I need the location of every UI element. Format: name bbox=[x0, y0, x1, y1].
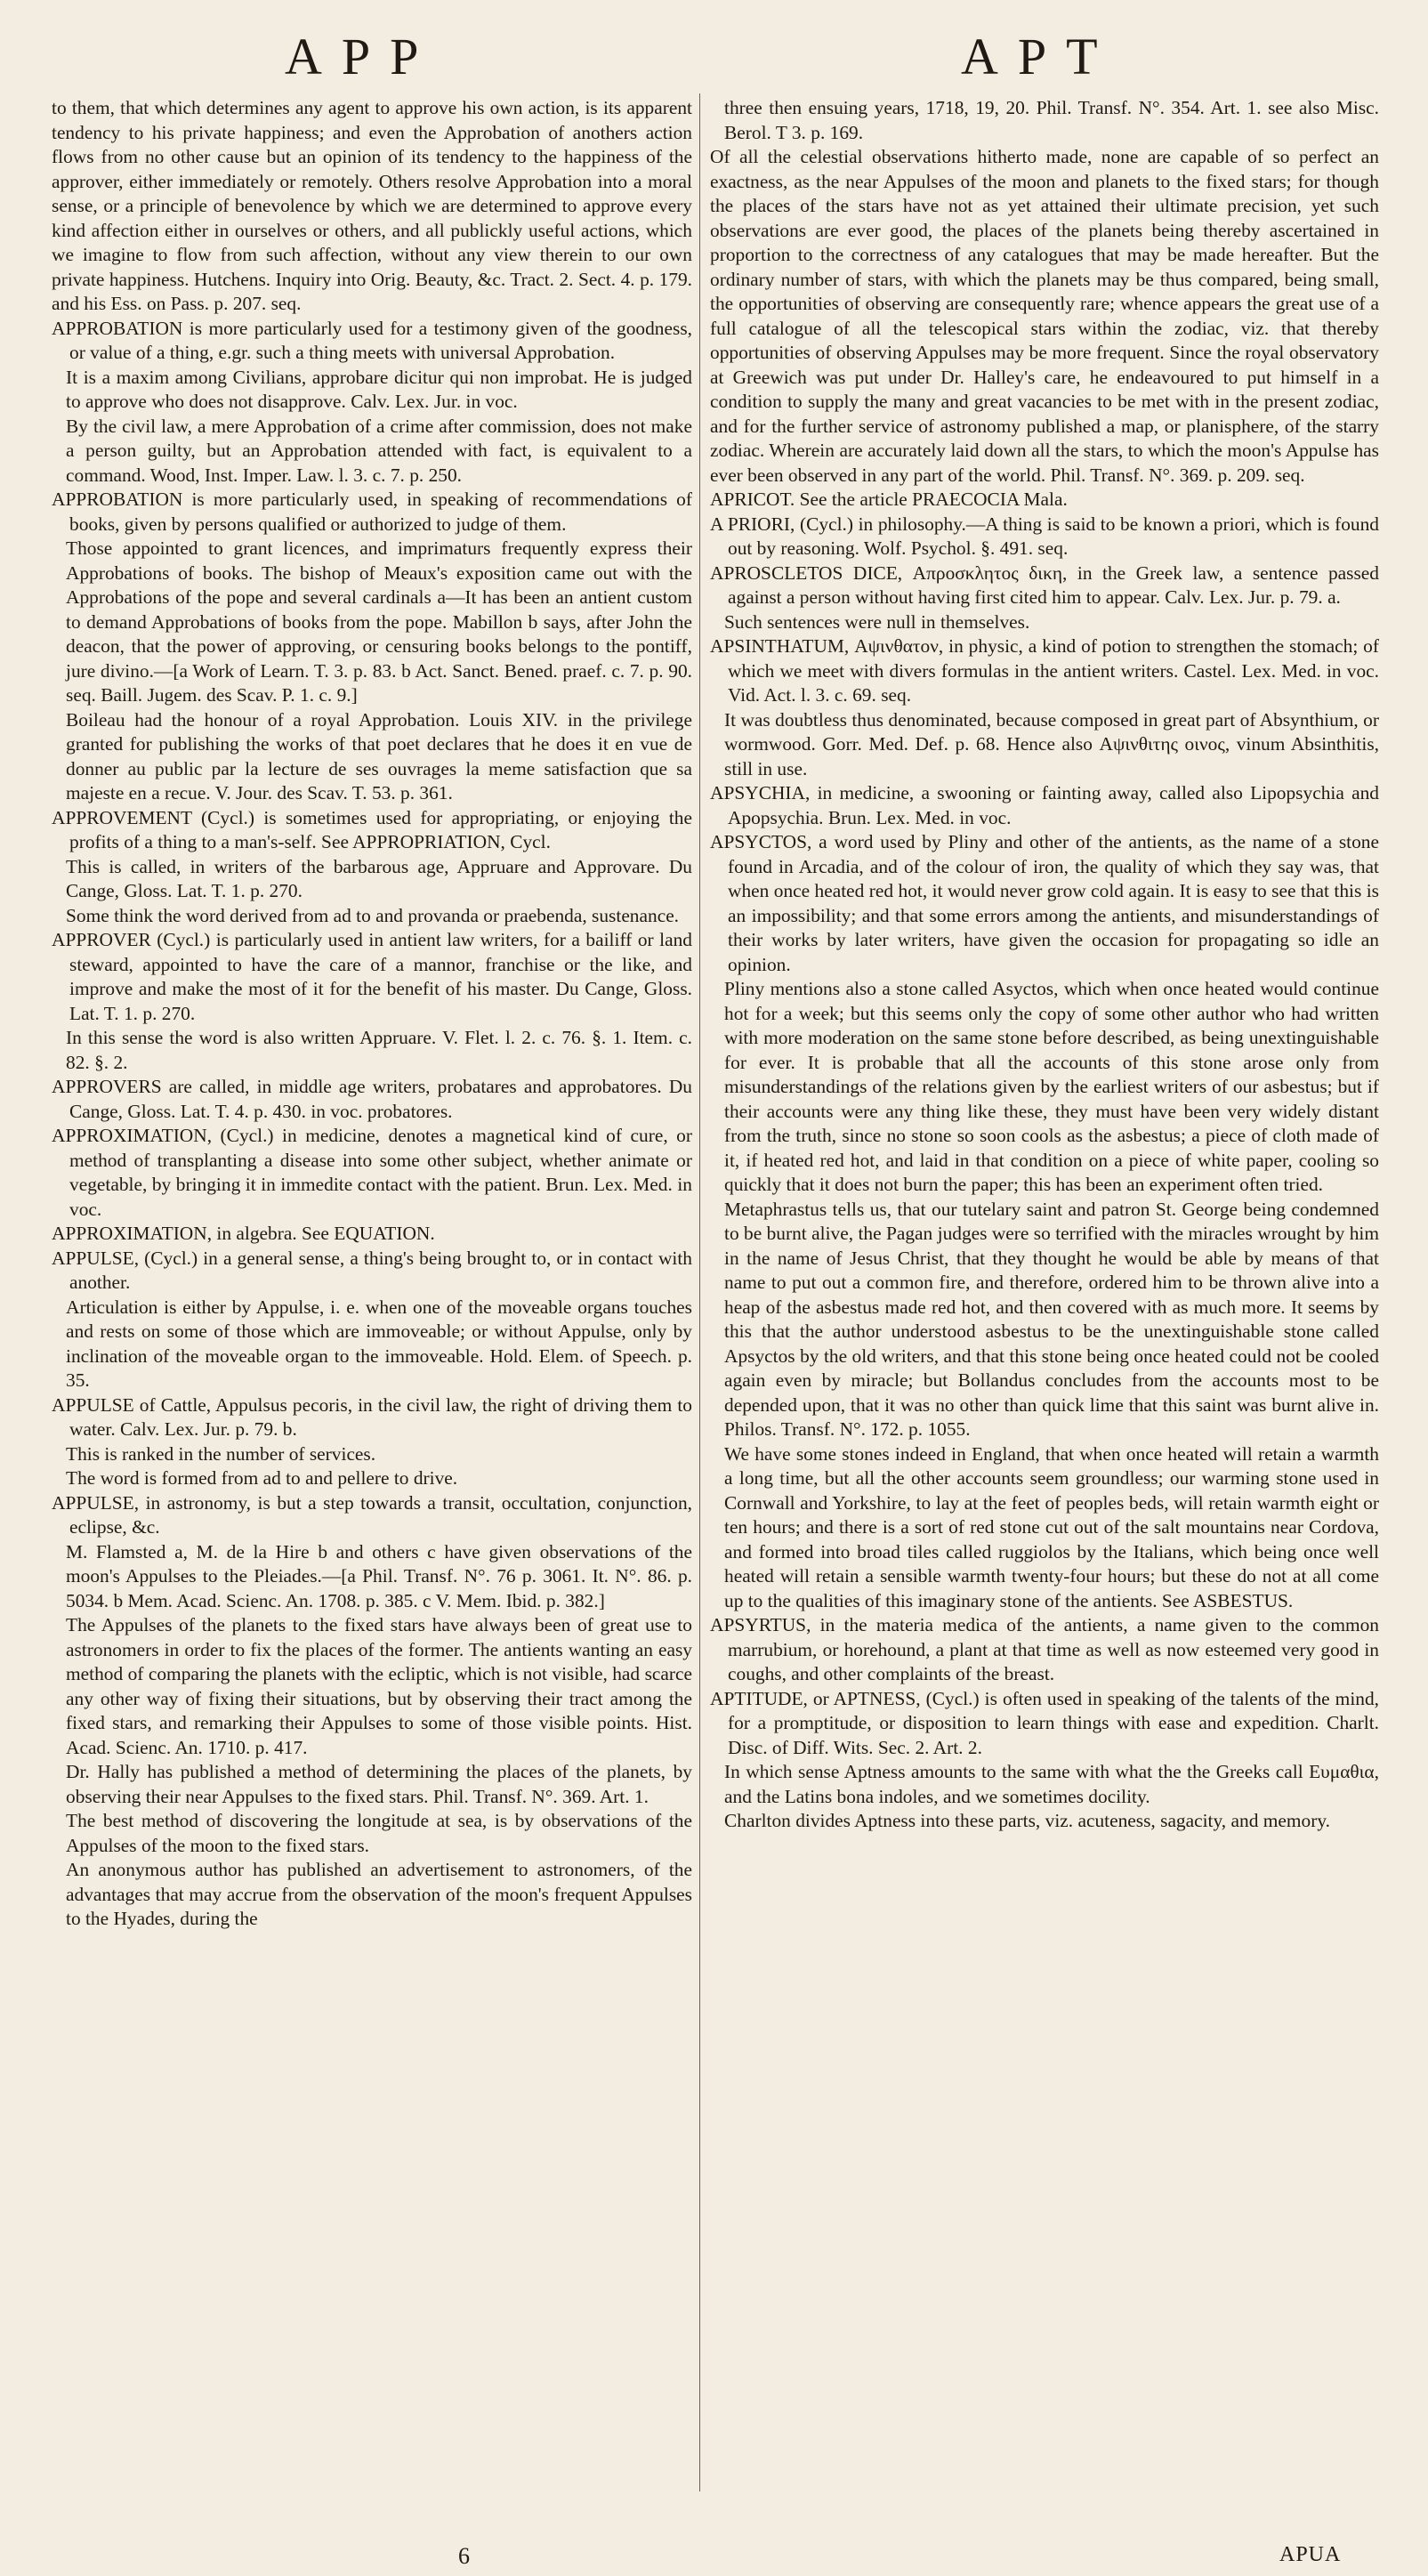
dictionary-entry: A PRIORI, (Cycl.) in philosophy.—A thing is said to be known a priori, which is found out by reasoning. Wolf. Psychol. §. 491. seq. bbox=[710, 513, 1379, 559]
dictionary-entry: APPULSE of Cattle, Appulsus pecoris, in the civil law, the right of driving them to water. Calv. Lex. Jur. p. 79. b. bbox=[52, 1393, 692, 1440]
dictionary-entry: APROSCLETOS DICE, Απροσκλητος δικη, in the Greek law, a sentence passed against a person without having first cited him to appear. Calv. Lex. Jur. p. 79. a. bbox=[710, 561, 1379, 608]
dictionary-entry: The word is formed from ad to and pellere to drive. bbox=[66, 1467, 458, 1489]
dictionary-entry: APSYRTUS, in the materia medica of the antients, a name given to the common marrubium, or horehound, a plant at that time as well as now esteemed very good in coughs, and other complaints of the breast. bbox=[710, 1614, 1379, 1684]
dictionary-entry: APPROVERS are called, in middle age writers, probatares and approbatores. Du Cange, Gloss. Lat. T. 4. p. 430. in voc. probatores. bbox=[52, 1076, 692, 1122]
dictionary-entry: We have some stones indeed in England, that when once heated will retain a warmth a long time, but all the other accounts seem groundless; our warming stone used in Cornwall and Yorkshire, to lay at the feet of peoples beds, will retain warmth eight or ten hours; and there is a sort of red stone cut out of the salt mountains near Cordova, and formed into broad tiles called ruggiolos by the Italians, which being once well heated will retain a sensible warmth twenty-four hours; but these do not at all come up to the qualities of this imaginary stone of the antients. See ASBESTUS. bbox=[724, 1442, 1379, 1611]
dictionary-entry: Such sentences were null in themselves. bbox=[724, 610, 1030, 633]
dictionary-entry: APPROXIMATION, (Cycl.) in medicine, denotes a magnetical kind of cure, or method of transplanting a disease into some other subject, whether animate or vegetable, by bringing it in immedite contact with the patient. Brun. Lex. Med. in voc. bbox=[52, 1125, 692, 1220]
dictionary-entry: APPULSE, (Cycl.) in a general sense, a thing's being brought to, or in contact with another. bbox=[52, 1247, 692, 1293]
dictionary-entry: It was doubtless thus denominated, because composed in great part of Absynthium, or wormwood. Gorr. Med. Def. p. 68. Hence also Αψινθιτης οινος, vinum Absinthitis, still in use. bbox=[724, 708, 1379, 779]
dictionary-entry: APPROVER (Cycl.) is particularly used in antient law writers, for a bailiff or land steward, appointed to have the care of a mannor, franchise or the like, and improve and make the most of it for the benefit of his master. Du Cange, Gloss. Lat. T. 1. p. 270. bbox=[52, 929, 692, 1024]
dictionary-entry: Dr. Hally has published a method of determining the places of the planets, by observing their near Appulses to the fixed stars. Phil. Transf. N°. 369. Art. 1. bbox=[66, 1761, 692, 1807]
left-column bbox=[52, 96, 692, 1932]
dictionary-entry: three then ensuing years, 1718, 19, 20. Phil. Transf. N°. 354. Art. 1. see also Misc. Berol. T 3. p. 169. bbox=[724, 97, 1379, 143]
dictionary-entry: Pliny mentions also a stone called Asyctos, which when once heated would continue hot for a week; but this seems only the copy of some other author who had written with more moderation on the same stone before described, as being unextinguishable for ever. It is probable that all the accounts of this stone arose only from misunderstandings of the relations given by the earliest writers of our asbestus; but if their accounts were any thing like these, they must have been very widely distant from the truth, since no stone so soon cools as the asbestus; a piece of cloth made of it, if heated red hot, and laid in that condition on a piece of white paper, cooling so quickly that it does not burn the paper; this has been an experiment often tried. bbox=[724, 978, 1379, 1195]
dictionary-entry: An anonymous author has published an advertisement to astronomers, of the advantages that may accrue from the observation of the moon's frequent Appulses to the Hyades, during the bbox=[66, 1859, 692, 1929]
dictionary-entry: to them, that which determines any agent to approve his own action, is its apparent tendency to his private happiness; and even the Approbation of anothers action flows from no other cause but an opinion of its tendency to the happiness of the approver, either immediately or remotely. Others resolve Approbation into a moral sense, or a principle of benevolence by which we are determined to approve every kind affection either in ourselves or others, and all publickly useful actions, which we imagine to flow from such affection, without any view therein to our own private happiness. Hutchens. Inquiry into Orig. Beauty, &c. Tract. 2. Sect. 4. p. 179. and his Ess. on Pass. p. 207. seq. bbox=[52, 97, 692, 314]
dictionary-entry: APPROBATION is more particularly used for a testimony given of the goodness, or value of a thing, e.gr. such a thing meets with universal Approbation. bbox=[52, 317, 692, 363]
dictionary-entry: APRICOT. See the article PRAECOCIA Mala. bbox=[710, 489, 1068, 510]
dictionary-entry: APSYCTOS, a word used by Pliny and other of the antients, as the name of a stone found in Arcadia, and of the colour of iron, the quality of which they say was, that when once heated red hot, it would never grow cold again. It is easy to see that this is an impossibility; and that some errors among the antients, and misunderstandings of their works by later writers, have given the occasion for propagating so idle an opinion. bbox=[710, 831, 1379, 975]
dictionary-entry: Those appointed to grant licences, and imprimaturs frequently express their Approbations of books. The bishop of Meaux's exposition came out with the Approbations of the pope and several cardinals a—It has been an antient custom to demand Approbations of books from the pope. Mabillon b says, after John the deacon, that the power of approving, or censuring books belongs to the pontiff, jure divino.—[a Work of Learn. T. 3. p. 83. b Act. Sanct. Bened. praef. c. 7. p. 90. seq. Baill. Jugem. des Scav. P. 1. c. 9.] bbox=[66, 537, 692, 706]
right-column bbox=[710, 96, 1379, 1834]
dictionary-entry: This is ranked in the number of services. bbox=[66, 1442, 376, 1465]
left-running-head: APP bbox=[285, 28, 439, 85]
dictionary-entry: In which sense Aptness amounts to the same with what the the Greeks call Ευμαθια, and the Latins bona indoles, and we sometimes docility. bbox=[724, 1761, 1379, 1807]
dictionary-entry: This is called, in writers of the barbarous age, Appruare and Approvare. Du Cange, Gloss. Lat. T. 1. p. 270. bbox=[66, 855, 692, 901]
column-divider bbox=[699, 93, 700, 2491]
catchword: APUA bbox=[1279, 2543, 1342, 2566]
dictionary-entry: By the civil law, a mere Approbation of a crime after commission, does not make a person guilty, but an Approbation attended with fact, is equivalent to a command. Wood, Inst. Imper. Law. l. 3. c. 7. p. 250. bbox=[66, 415, 692, 486]
dictionary-entry: APTITUDE, or APTNESS, (Cycl.) is often used in speaking of the talents of the mind, for a promptitude, or disposition to learn things with ease and expedition. Charlt. Disc. of Diff. Wits. Sec. 2. Art. 2. bbox=[710, 1687, 1379, 1758]
dictionary-entry: It is a maxim among Civilians, approbare dicitur qui non improbat. He is judged to approve who does not disapprove. Calv. Lex. Jur. in voc. bbox=[66, 366, 692, 412]
right-running-head: APT bbox=[961, 28, 1117, 85]
dictionary-entry: Articulation is either by Appulse, i. e. when one of the moveable organs touches and rests on some of those which are immoveable; or without Appulse, only by inclination of the moveable organ to the immoveable. Hold. Elem. of Speech. p. 35. bbox=[66, 1296, 692, 1391]
dictionary-entry: Some think the word derived from ad to and provanda or praebenda, sustenance. bbox=[66, 904, 680, 926]
dictionary-entry: Of all the celestial observations hitherto made, none are capable of so perfect an exactness, as the near Appulses of the moon and planets to the fixed stars; for though the places of the stars have not as yet attained their ultimate precision, yet such observations are ever good, the places of the planets being thereby ascertained in proportion to the correctness of any catalogues that may be made hereafter. But the ordinary number of stars, with which the planets may be thus compared, being small, the opportunities of observing are consequently rare; whence appears the great use of a full catalogue of all the telescopical stars within the zodiac, viz. that thereby opportunities of observing Appulses may be more frequent. Since the royal observatory at Greewich was put under Dr. Halley's care, he endeavoured to put himself in a condition to supply the many and great vacancies to be met with in the present zodiac, and for the further service of astronomy published a map, or planisphere, of the starry zodiac. Wherein are accurately laid down all the stars, to which the moon's Appulse has ever been observed in any part of the world. Phil. Transf. N°. 369. p. 209. seq. bbox=[710, 146, 1379, 486]
dictionary-entry: Boileau had the honour of a royal Approbation. Louis XIV. in the privilege granted for publishing the works of that poet declares that he does it en vue de donner au public par la lecture de ses ouvrages la meme satisfaction que sa majeste en a recue. V. Jour. des Scav. T. 53. p. 361. bbox=[66, 708, 692, 803]
dictionary-entry: The best method of discovering the longitude at sea, is by observations of the Appulses of the moon to the fixed stars. bbox=[66, 1810, 692, 1856]
dictionary-entry: M. Flamsted a, M. de la Hire b and others c have given observations of the moon's Appulses to the Pleiades.—[a Phil. Transf. N°. 76 p. 3061. It. N°. 86. p. 5034. b Mem. Acad. Scienc. An. 1708. p. 385. c V. Mem. Ibid. p. 382.] bbox=[66, 1540, 692, 1611]
dictionary-entry: APPROBATION is more particularly used, in speaking of recommendations of books, given by persons qualified or authorized to judge of them. bbox=[52, 489, 692, 535]
dictionary-entry: APPROXIMATION, in algebra. See EQUATION. bbox=[52, 1223, 435, 1244]
dictionary-entry: APSINTHATUM, Αψινθατον, in physic, a kind of potion to strengthen the stomach; of which we meet with divers formulas in the antient writers. Castel. Lex. Med. in voc. Vid. Act. l. 3. c. 69. seq. bbox=[710, 635, 1379, 706]
dictionary-entry: In this sense the word is also written Appruare. V. Flet. l. 2. c. 76. §. 1. Item. c. 82. §. 2. bbox=[66, 1027, 692, 1073]
dictionary-entry: Charlton divides Aptness into these parts, viz. acuteness, sagacity, and memory. bbox=[724, 1810, 1330, 1831]
dictionary-entry: APSYCHIA, in medicine, a swooning or fainting away, called also Lipopsychia and Apopsychia. Brun. Lex. Med. in voc. bbox=[710, 782, 1379, 828]
dictionary-entry: Metaphrastus tells us, that our tutelary saint and patron St. George being condemned to be burnt alive, the Pagan judges were so terrified with the miracles wrought by him in the name of Jesus Christ, that they thought he would be able by means of that name to put out a common fire, and therefore, ordered him to be thrown alive into a heap of the asbestus made red hot, and then covered with as much more. It seems by this that the author understood asbestus to be the unextinguishable stone called Apsyctos by the old writers, and that this stone being once heated could not be cooled again even by miracle; but Bollandus concludes from the accounts most to be depended upon, that it was no other than quick lime that this saint was burnt alive in. Philos. Transf. N°. 172. p. 1055. bbox=[724, 1198, 1379, 1440]
dictionary-entry: APPULSE, in astronomy, is but a step towards a transit, occultation, conjunction, eclipse, &c. bbox=[52, 1491, 692, 1538]
dictionary-entry: APPROVEMENT (Cycl.) is sometimes used for appropriating, or enjoying the profits of a thing to a man's-self. See APPROPRIATION, Cycl. bbox=[52, 806, 692, 852]
dictionary-entry: The Appulses of the planets to the fixed stars have always been of great use to astronomers in order to fix the places of the former. The antients wanting an easy method of comparing the planets with the ecliptic, which is not visible, had scarce any other way of fixing their situations, but by observing their tract among the fixed stars, and remarking their Appulses to some of those visible points. Hist. Acad. Scienc. An. 1710. p. 417. bbox=[66, 1614, 692, 1758]
page-number: 6 bbox=[458, 2543, 470, 2569]
